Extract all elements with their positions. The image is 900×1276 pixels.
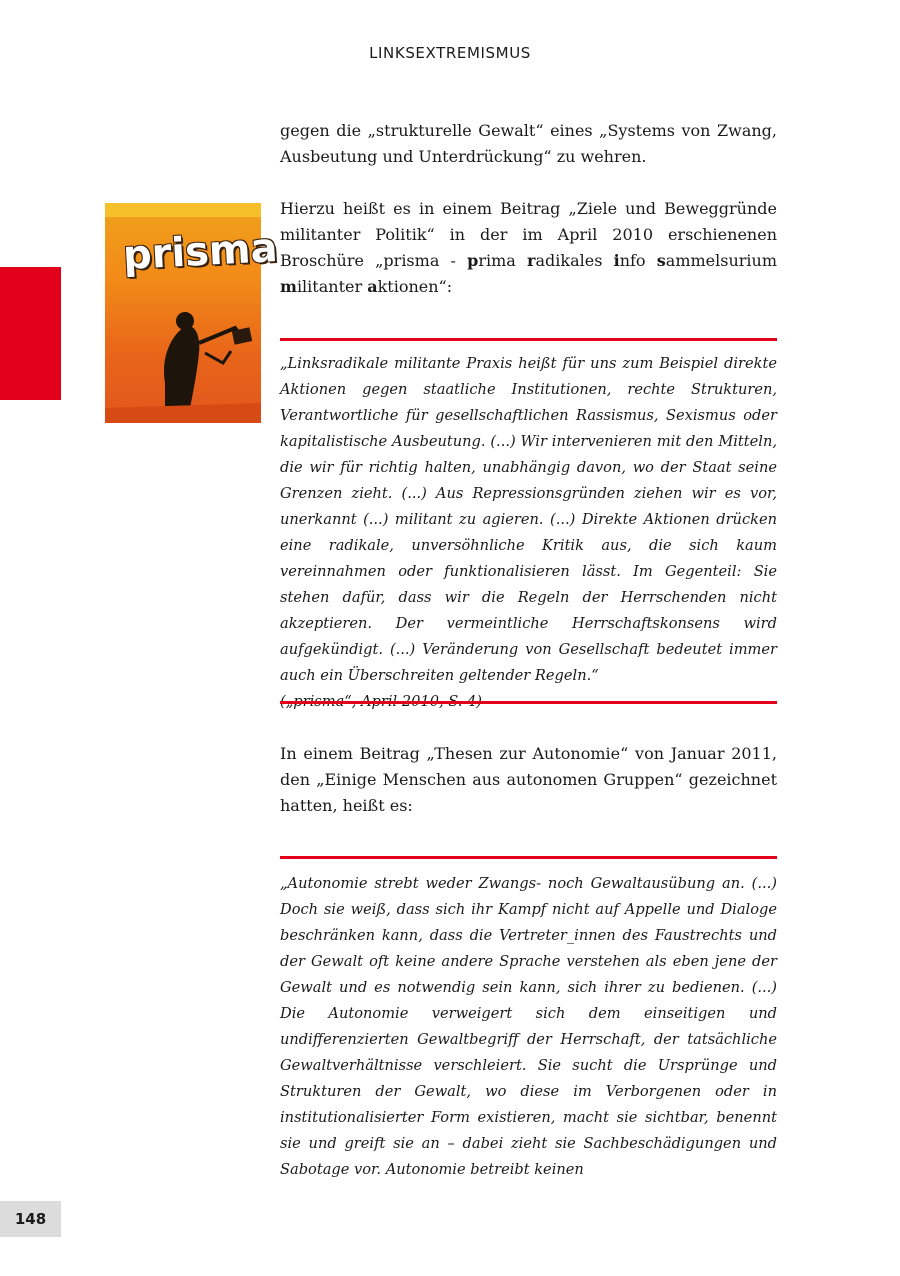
quote-rule-top-2 [280,856,777,859]
quote-rule-bottom [280,701,777,704]
paragraph-intro-prisma: Hierzu heißt es in einem Beitrag „Ziele und Beweggründe militanter Politik“ in der im April 2010 erschienenen Broschüre „prisma - prima radikales info sammelsurium militanter aktionen“: [280,199,778,296]
section-marker [0,267,61,400]
paragraph-continuation: gegen die „strukturelle Gewalt“ eines „Systems von Zwang, Ausbeutung und Unterdrückung“ zu wehren. [280,121,777,166]
page-number: 148 [0,1201,61,1237]
paragraph-intro-text: Hierzu heißt es in einem Beitrag „Ziele und Beweggründe militanter Politik“ in der im April 2010 erschienenen Broschüre „prisma - [280,199,777,270]
quote-rule-top [280,338,777,341]
cover-title: prisma [121,224,279,280]
running-header: LINKSEXTREMISMUS [369,44,531,62]
paragraph-thesen: In einem Beitrag „Thesen zur Autonomie“ von Januar 2011, den „Einige Menschen aus autonomen Gruppen“ gezeichnet hatten, heißt es: [280,744,777,815]
block-quote-prisma: „Linksradikale militante Praxis heißt für uns zum Beispiel direkte Aktionen gegen staatliche Institutionen, rechte Strukturen, Verantwortliche für gesellschaftlichen Rassismus, Sexismus oder kapitalistische Ausbeutung. (...) Wir intervenieren mit den Mitteln, die wir für richtig halten, unabhängig davon, wo der Staat seine Grenzen zieht. (...) Aus Repressionsgründen ziehen wir es vor, unerkannt (...) militant zu agieren. (...) Direkte Aktionen drücken eine radikale, unversöhnliche Kritik aus, die sich kaum vereinnahmen oder funktionalisieren lässt. Im Gegenteil: Sie stehen dafür, dass wir die Regeln der Herrschenden nicht akzeptieren. Der vermeintliche Herrschaftskonsens wird aufgekündigt. (...) Veränderung von Gesellschaft bedeutet immer auch ein Überschreiten geltender Regeln.“ [280,355,777,684]
block-quote-autonomie: „Autonomie strebt weder Zwangs- noch Gewaltausübung an. (...) Doch sie weiß, dass sich ihr Kampf nicht auf Appelle und Dialoge beschränken kann, dass die Vertreter_innen des Faustrechts und der Gewalt oft keine andere Sprache verstehen als eben jene der Gewalt und es notwendig sein kann, sich ihrer zu bedienen. (...) Die Autonomie verweigert sich dem einseitigen und undifferenzierten Gewaltbegriff der Herrschaft, der tatsächliche Gewaltverhältnisse verschleiert. Sie sucht die Ursprünge und Strukturen der Gewalt, wo diese im Verborgenen oder in institutionalisierter Form existieren, macht sie sichtbar, benennt sie und greift sie an – dabei zieht sie Sachbeschädigungen und Sabotage vor. Autonomie betreibt keinen [280,875,777,1178]
prisma-brochure-cover [105,203,279,423]
